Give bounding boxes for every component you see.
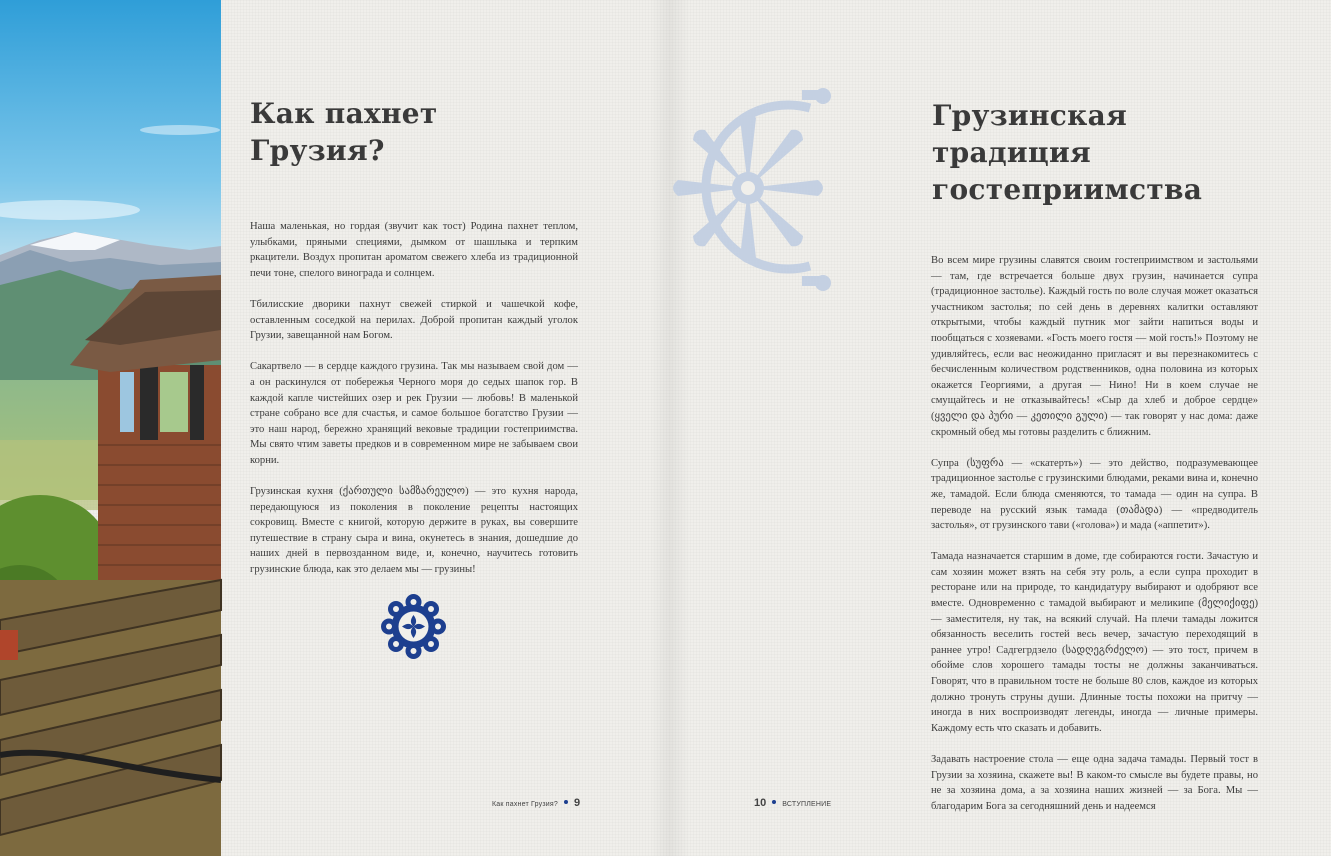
- landscape-photo: [0, 0, 221, 856]
- paragraph: Тбилисские дворики пахнут свежей стиркой и чашечкой кофе, оставленным соседкой на перилах. Доброй пропитан каждый уголок Грузии, завещанной нам Богом.: [250, 298, 578, 342]
- title-line: традиция: [932, 136, 1092, 169]
- left-page-title: [250, 95, 438, 169]
- title-line: Грузия?: [250, 134, 385, 167]
- paragraph: Наша маленькая, но гордая (звучит как тост) Родина пахнет теплом, улыбками, пряными специями, дымком от шашлыка и терпким ркацители. Воздух пропитан ароматом свежего хлеба из традиционной печи тоне, спелого винограда и солнцем.: [250, 221, 578, 279]
- paragraph: Тамада назначается старшим в доме, где собираются гости. Зачастую и сам хозяин может взять на себя эту роль, а если супра проходит в ресторане или на природе, то кандидатуру выбирают и одобряют все вместе. Одновременно с тамадой выбирают и меликипе (მელიქიფე) — заместителя, ну так, на всякий случай. На плечи тамады ложится обязанность веселить гостей весь вечер, зачастую переходящий в раннее утро! Садгегрдзело (სადღეგრძელო) — это тост, причем в обойме слов хорошего тамады тосты не должны заканчиваться. Говорят, что в правильном тосте не больше 80 слов, каждое из которых должно тронуть струны души. Длинные тосты похожи на притчу — иногда в них воспроизводят легенды, иногда — личные примеры. Каждому есть что сказать и добавить.: [931, 551, 1258, 734]
- folio-dot: [772, 800, 776, 804]
- right-page-body: [931, 253, 1258, 812]
- title-line: Грузинская: [932, 99, 1128, 132]
- paragraph: Задавать настроение стола — еще одна задача тамады. Первый тост в Грузии за хозяина, скажете вы! В каком-то смысле вы будете правы, но не за хозяина дома, а за хозяина наших жизней — за Бога. Мы — благодарим Бога за сегодняшний день и надеемся: [931, 754, 1258, 812]
- page-number: 9: [573, 797, 581, 809]
- title-line: гостеприимства: [932, 173, 1203, 206]
- page-number: 10: [754, 797, 767, 809]
- left-folio: [492, 793, 580, 811]
- right-page-title: [932, 97, 1202, 208]
- paragraph: Супра (სუფრა — «скатерть») — это действо, подразумевающее традиционное застолье с грузинскими блюдами, реками вина и, конечно же, тамадой. Если блюда сменяются, то тамада — один на супра. В переводе на русский язык тамада (თამადა) — «предводитель застолья», от грузинского тави («голова») и мада («аппетит»).: [931, 457, 1258, 532]
- paragraph: Сакартвело — в сердце каждого грузина. Так мы называем свой дом — а он раскинулся от побережья Черного моря до седых шапок гор. В каждой капле чистейших озер и рек Грузии — любовь! В маленькой стране собрано все для счастья, и самое большое богатство Грузии — это наш народ, бережно хранящий вековые традиции гостеприимства. Мы свято чтим заветы предков и в современном мире не забываем свои корни.: [250, 361, 578, 466]
- left-page-body: [250, 219, 578, 593]
- running-head: Как пахнет Грузия?: [492, 801, 558, 808]
- right-folio: [754, 793, 831, 811]
- running-head: ВСТУПЛЕНИЕ: [782, 801, 832, 808]
- paragraph: Во всем мире грузины славятся своим гостеприимством и застольями — там, где встречается больше двух грузин, начинается супра (традиционное застолье). Каждый гость по воле случая может оказаться участником застолья; по сей день в деревнях калитки оставляют открытыми, чтобы каждый путник мог зайти напиться воды и пообщаться с хозяевами. «Гость моего гостя — мой гость!» Поэтому не удивляйтесь, если вас неожиданно пригласят и вы перезнакомитесь с бесчисленным количеством родственников, одна половина из которых окажется Георгиями, а другая — Нино! Ни в коем случае не смущайтесь и не отказывайтесь! «Сыр да хлеб и доброе сердце» (ყველი და პური — კეთილი გული) — так говорят у нас дома: даже скромный обед мы готовы разделить с ближним.: [931, 255, 1258, 438]
- watermark-wheel-icon: [660, 78, 835, 300]
- paragraph: Грузинская кухня (ქართული სამზარეულო) — это кухня народа, передающуюся из поколения в поколение рецепты настоящих сокровищ. Вместе с книгой, которую держите в руках, вы совершите путешествие в страну сыра и вина, окунетесь в знания, дошедшие до наших дней в первозданном виде, и, конечно, научитесь готовить грузинские блюда, как это делаем мы — грузины!: [250, 486, 578, 576]
- folio-dot: [564, 800, 568, 804]
- rosette-ornament-icon: [380, 593, 447, 660]
- title-line: Как пахнет: [250, 97, 438, 130]
